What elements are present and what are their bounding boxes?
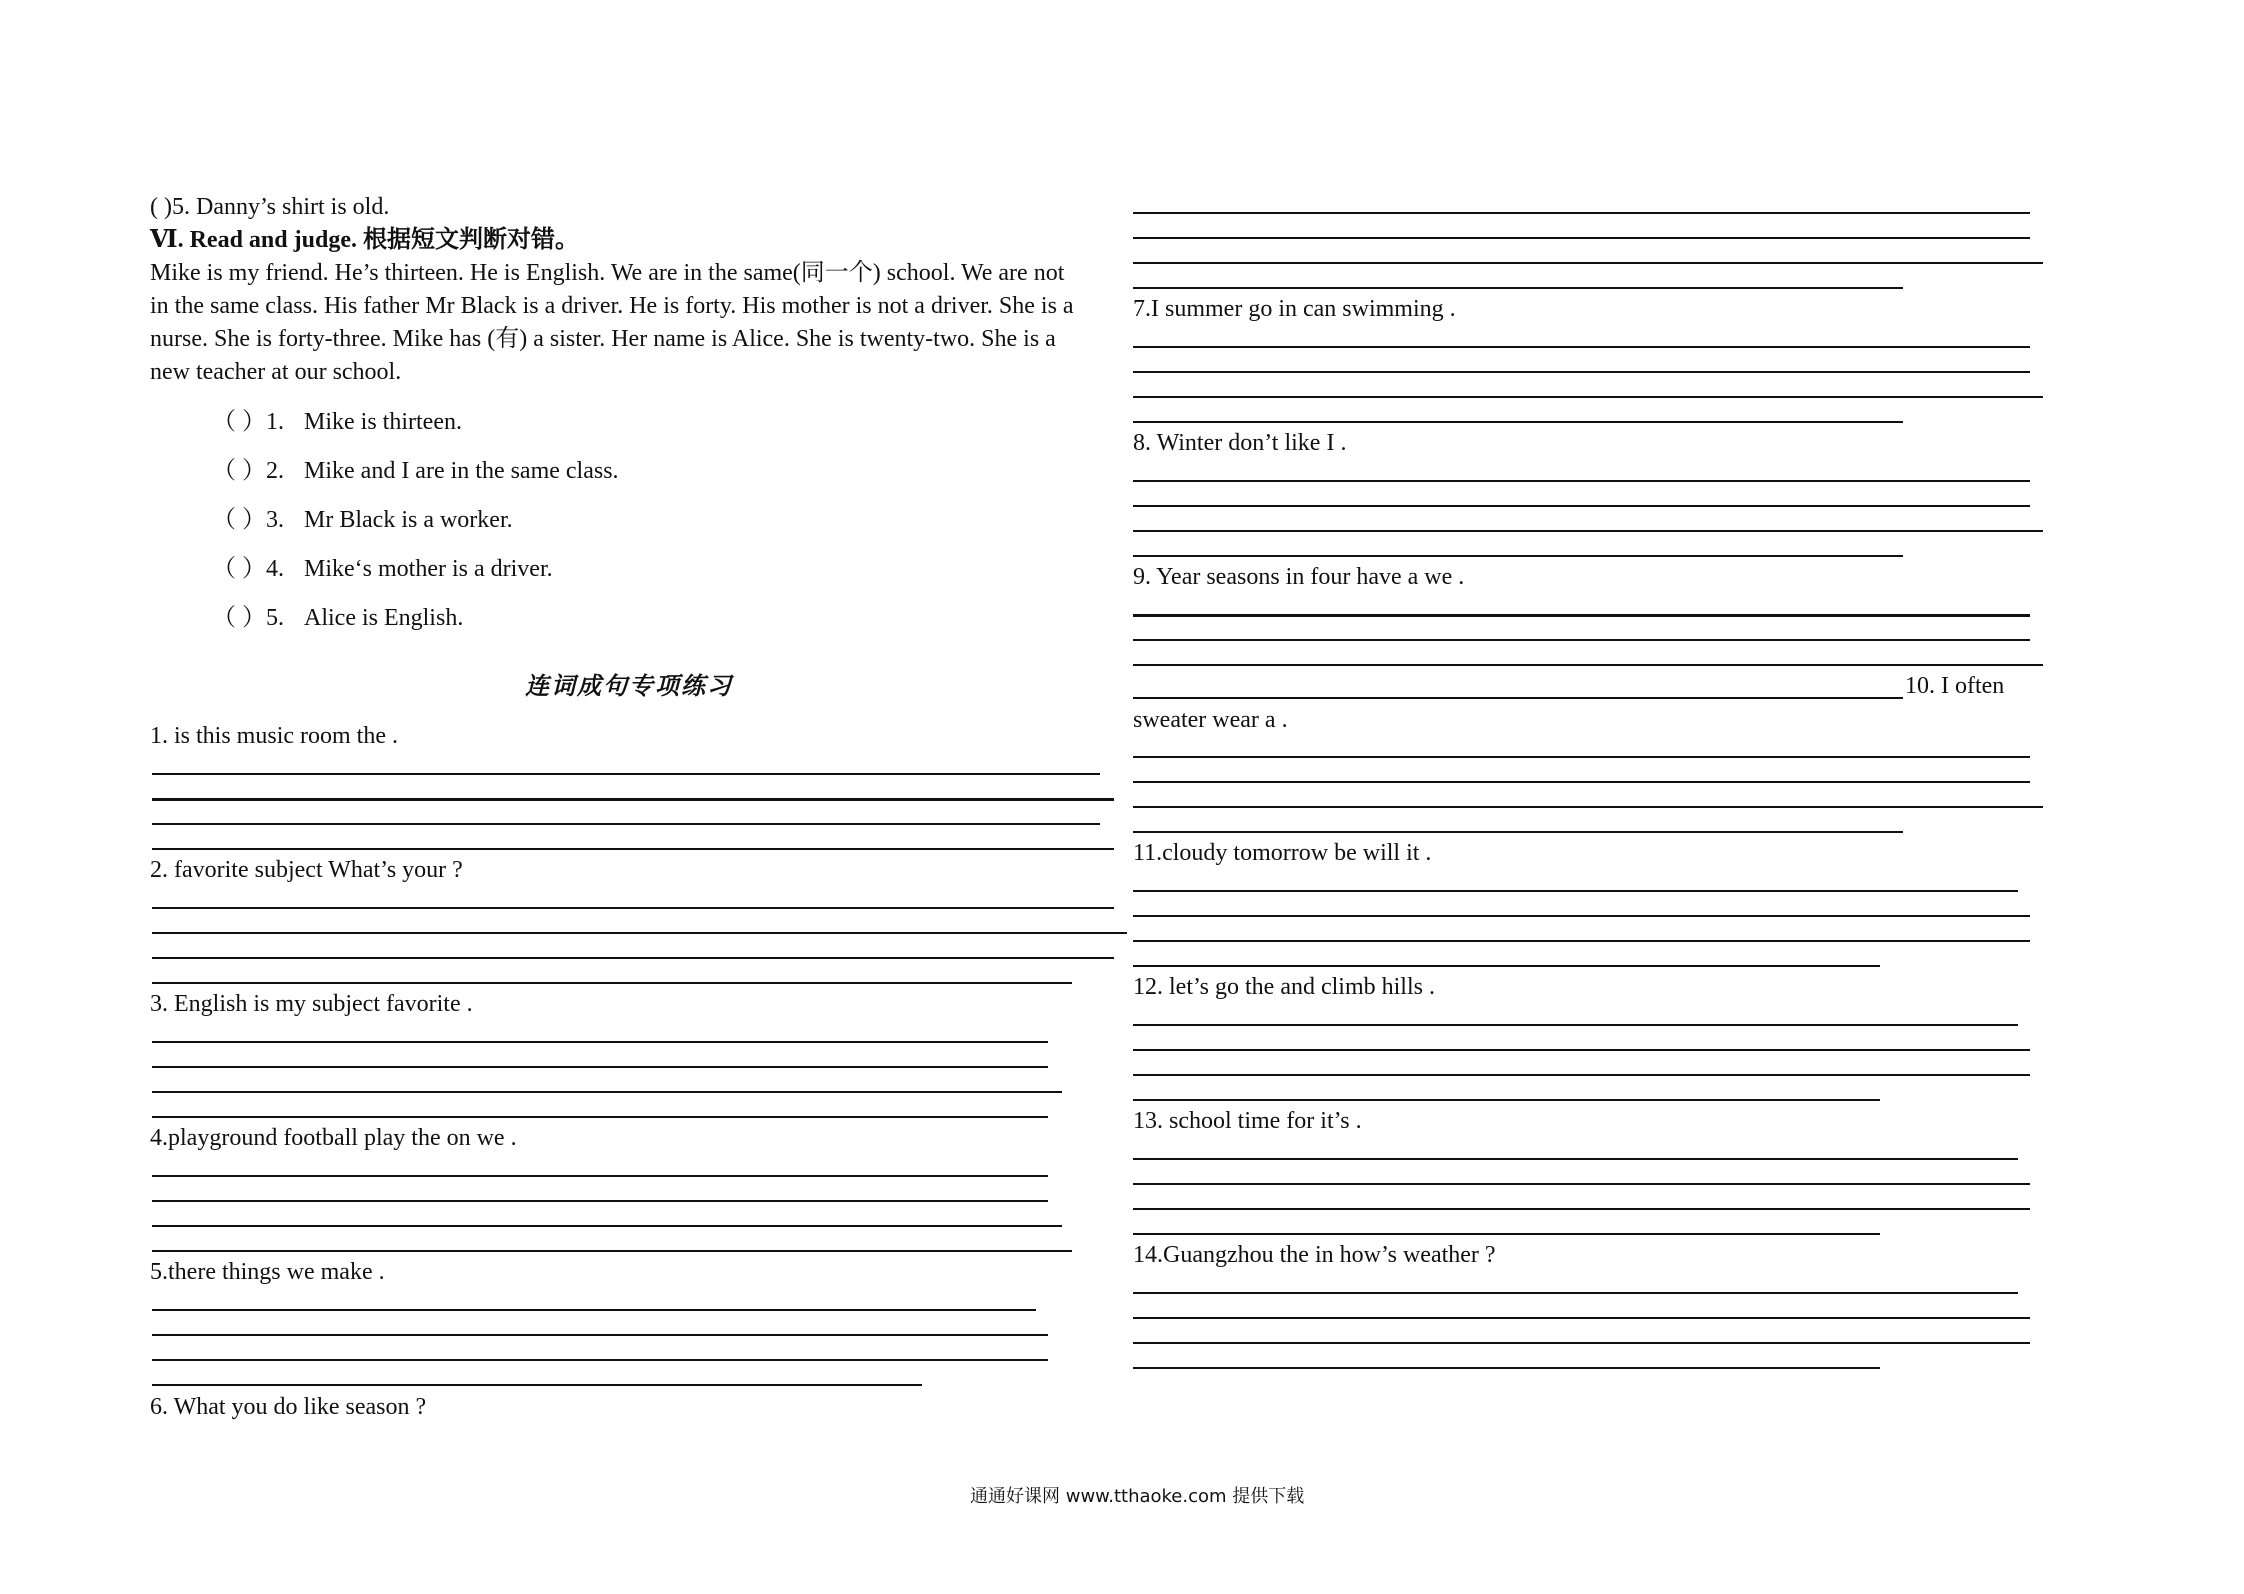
answer-line[interactable] [1133, 1367, 1880, 1369]
question-2: 2. favorite subject What’s your ? [150, 857, 463, 883]
answer-line[interactable] [1133, 831, 1903, 833]
judge-item-3[interactable] [212, 505, 513, 535]
question-1: 1. is this music room the . [150, 723, 398, 749]
answer-line[interactable] [1133, 1024, 2018, 1026]
answer-line[interactable] [1133, 1049, 2030, 1051]
question-10-tail: sweater wear a . [1133, 707, 1288, 733]
answer-line[interactable] [1133, 371, 2030, 373]
judge-statement: Mike‘s mother is a driver. [304, 556, 553, 582]
answer-line[interactable] [1133, 806, 2043, 808]
answer-line[interactable] [152, 823, 1100, 825]
footer-credit: 通通好课网 www.tthaoke.com 提供下载 [970, 1486, 1305, 1507]
question-6: 6. What you do like season ? [150, 1394, 427, 1420]
answer-line[interactable] [1133, 1317, 2030, 1319]
passage-line: in the same class. His father Mr Black is a driver. He is forty. His mother is not a driver. She is a [150, 293, 1074, 319]
answer-line[interactable] [152, 1359, 1048, 1361]
answer-line[interactable] [152, 798, 1114, 801]
judge-statement: Mike and I are in the same class. [304, 458, 619, 484]
answer-line[interactable] [1133, 1074, 2030, 1076]
answer-line[interactable] [1133, 346, 2030, 348]
answer-line[interactable] [1133, 890, 2018, 892]
question-12: 12. let’s go the and climb hills . [1133, 974, 1435, 1000]
answer-line[interactable] [1133, 1099, 1880, 1101]
answer-line[interactable] [152, 1200, 1048, 1202]
answer-line[interactable] [1133, 287, 1903, 289]
passage-line: new teacher at our school. [150, 359, 402, 385]
answer-line[interactable] [152, 907, 1114, 909]
passage-line: nurse. She is forty-three. Mike has (有) a sister. Her name is Alice. She is twenty-two. She is a [150, 326, 1056, 352]
judge-bracket[interactable]: （ ）1. [212, 409, 284, 435]
answer-line[interactable] [152, 932, 1127, 934]
judge-item-1[interactable] [212, 407, 462, 437]
section-heading: Ⅵ. Read and judge. 根据短文判断对错。 [150, 227, 579, 253]
question-9: 9. Year seasons in four have a we . [1133, 564, 1465, 590]
question-3: 3. English is my subject favorite . [150, 991, 473, 1017]
answer-line[interactable] [1133, 1208, 2030, 1210]
question-4: 4.playground football play the on we . [150, 1125, 517, 1151]
answer-line[interactable] [152, 1041, 1048, 1043]
question-10-head: 10. I often [1905, 673, 2005, 699]
answer-line[interactable] [152, 957, 1114, 959]
question-8: 8. Winter don’t like I . [1133, 430, 1347, 456]
question-5: 5.there things we make . [150, 1259, 385, 1285]
answer-line[interactable] [152, 848, 1114, 850]
answer-line[interactable] [152, 1334, 1048, 1336]
judge-item-5[interactable] [212, 603, 463, 633]
answer-line[interactable] [1133, 1233, 1880, 1235]
answer-line[interactable] [1133, 1183, 2030, 1185]
answer-line[interactable] [1133, 756, 2030, 758]
question-14: 14.Guangzhou the in how’s weather ? [1133, 1242, 1496, 1268]
answer-line[interactable] [152, 1250, 1072, 1252]
answer-line[interactable] [1133, 639, 2030, 641]
answer-line[interactable] [152, 1384, 922, 1386]
answer-line[interactable] [152, 1091, 1062, 1093]
answer-line[interactable] [1133, 421, 1903, 423]
question-13: 13. school time for it’s . [1133, 1108, 1362, 1134]
answer-line[interactable] [1133, 1292, 2018, 1294]
answer-line[interactable] [152, 982, 1072, 984]
judge-bracket[interactable]: （ ）4. [212, 556, 284, 582]
answer-line[interactable] [1133, 940, 2030, 942]
answer-line[interactable] [1133, 212, 2030, 214]
judge-item-2[interactable] [212, 456, 619, 486]
answer-line[interactable] [152, 1066, 1048, 1068]
answer-line[interactable] [1133, 262, 2043, 264]
answer-line[interactable] [1133, 965, 1880, 967]
answer-line[interactable] [152, 1116, 1048, 1118]
judge-bracket[interactable]: （ ）3. [212, 507, 284, 533]
answer-line[interactable] [152, 1175, 1048, 1177]
judge-statement: Alice is English. [304, 605, 464, 631]
answer-line[interactable] [1133, 396, 2043, 398]
passage-line: Mike is my friend. He’s thirteen. He is English. We are in the same(同一个) school. We are not [150, 260, 1065, 286]
answer-line[interactable] [1133, 555, 1903, 557]
judge-bracket[interactable]: （ ）5. [212, 605, 284, 631]
question-7: 7.I summer go in can swimming . [1133, 296, 1456, 322]
answer-line[interactable] [1133, 505, 2030, 507]
answer-line[interactable] [1133, 530, 2043, 532]
question-11: 11.cloudy tomorrow be will it . [1133, 840, 1432, 866]
judge-statement: Mr Black is a worker. [304, 507, 513, 533]
answer-line[interactable] [1133, 1158, 2018, 1160]
answer-line[interactable] [1133, 915, 2030, 917]
answer-line[interactable] [1133, 614, 2030, 617]
answer-line[interactable] [1133, 237, 2030, 239]
previous-item: ( )5. Danny’s shirt is old. [150, 194, 390, 220]
answer-line[interactable] [152, 1309, 1036, 1311]
exercise-title: 连词成句专项练习 [525, 672, 733, 700]
judge-bracket[interactable]: （ ）2. [212, 458, 284, 484]
answer-line[interactable] [1133, 781, 2030, 783]
answer-line[interactable] [1133, 1342, 2030, 1344]
answer-line[interactable] [1133, 697, 1903, 699]
answer-line[interactable] [152, 1225, 1062, 1227]
answer-line[interactable] [1133, 480, 2030, 482]
answer-line[interactable] [152, 773, 1100, 775]
judge-item-4[interactable] [212, 554, 553, 584]
judge-statement: Mike is thirteen. [304, 409, 462, 435]
answer-line[interactable] [1133, 664, 2043, 666]
